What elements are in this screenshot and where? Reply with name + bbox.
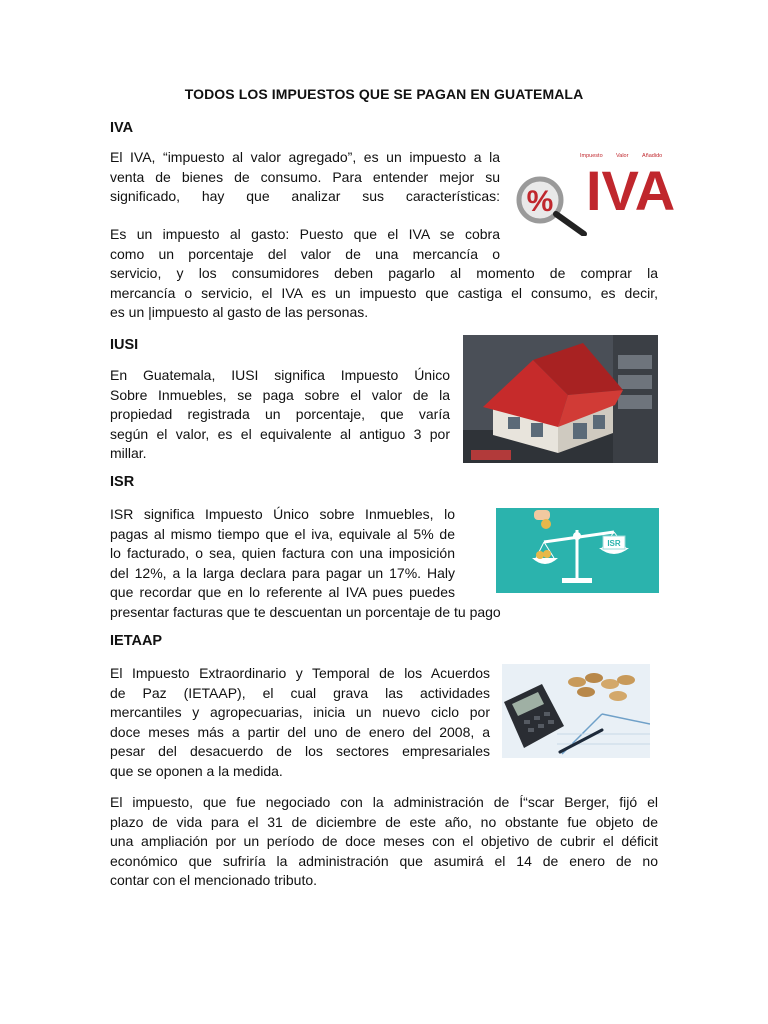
text-line: de Paz (IETAAP), el cual grava las actividades	[110, 684, 490, 701]
heading-iva: IVA	[110, 120, 134, 136]
iva-label-impuesto: Impuesto	[580, 153, 603, 159]
text-line: En Guatemala, IUSI significa Impuesto Único	[110, 367, 450, 383]
ietaap-calculator-image	[502, 664, 650, 758]
text-line: pesar del desacuerdo de los sectores empresariales	[110, 743, 490, 760]
percent-icon: %	[526, 185, 554, 218]
text-line: servicio, y los consumidores deben pagarlo al momento de comprar la	[110, 265, 658, 282]
text-line: presentar facturas que te descuentan un porcentaje de tu pago	[110, 603, 501, 620]
text-line: es un |impuesto al gasto de las personas.	[110, 304, 369, 321]
text-line: una ampliación por un período de doce meses con el objetivo de cubrir el déficit	[110, 833, 658, 850]
text-line: Es un impuesto al gasto: Puesto que el IVA se cobra	[110, 226, 500, 242]
text-line: significado, hay que analizar sus características:	[110, 188, 500, 205]
text-line: plazo de vida para el 31 de diciembre de este año, no obstante fue objeto de	[110, 813, 658, 830]
calculator-illustration	[502, 664, 650, 758]
text-line: Sobre Inmuebles, se paga sobre el valor de la	[110, 386, 450, 403]
text-line: doce meses más a partir del uno de enero del 2008, a	[110, 723, 490, 740]
isr-scale-image	[496, 508, 659, 593]
text-line: que se oponen a la medida.	[110, 762, 283, 779]
house-illustration	[463, 335, 658, 463]
text-line: según el valor, es el equivalente al antiguo 3 por	[110, 425, 450, 442]
text-line: como un porcentaje del valor de una mercancía o	[110, 245, 500, 262]
text-line: mercantiles y agropecuarias, inicia un nuevo ciclo por	[110, 704, 490, 721]
iva-paragraph-2	[110, 225, 658, 323]
heading-iusi: IUSI	[110, 337, 139, 353]
text-line: mercancía o servicio, el IVA es un impuesto que castiga el consumo, es decir,	[110, 284, 658, 301]
page-title: TODOS LOS IMPUESTOS QUE SE PAGAN EN GUATEMALA	[184, 86, 584, 102]
ietaap-paragraph-2	[110, 793, 658, 891]
ietaap-paragraph-1	[110, 664, 490, 782]
isr-paragraph	[110, 505, 501, 623]
heading-isr: ISR	[110, 474, 135, 490]
iva-image	[516, 146, 678, 236]
isr-tag-text: ISR	[607, 539, 621, 548]
iusi-paragraph	[110, 366, 450, 464]
text-line: venta de bienes de consumo. Para entender mejor su	[110, 168, 500, 185]
text-line: El Impuesto Extraordinario y Temporal de los Acuerdos	[110, 665, 490, 681]
iva-label-anadido: Añadido	[642, 153, 663, 159]
heading-ietaap: IETAAP	[110, 633, 163, 649]
text-line: millar.	[110, 445, 147, 462]
iusi-house-image	[463, 335, 658, 463]
text-line: propiedad registrada un porcentaje, que varía	[110, 406, 450, 423]
text-line: del 12%, a la larga declara para pagar un 17%. Haly	[110, 564, 455, 581]
iva-big-text: IVA	[586, 159, 676, 222]
iva-label-valor: Valor	[616, 153, 629, 159]
text-line: El impuesto, que fue negociado con la administración de Í“scar Berger, fijó el	[110, 794, 658, 810]
text-line: lo facturado, o sea, quien factura con una imposición	[110, 545, 455, 562]
text-line: económico que sufriría la administración que asumirá el 14 de enero de no	[110, 852, 658, 869]
scale-illustration	[496, 508, 659, 593]
iva-paragraph-1	[110, 148, 500, 207]
text-line: pagas al mismo tiempo que el iva, equivale al 5% de	[110, 525, 455, 542]
text-line: El IVA, “impuesto al valor agregado”, es un impuesto a la	[110, 149, 500, 165]
iva-illustration	[516, 146, 678, 236]
text-line: contar con el mencionado tributo.	[110, 872, 318, 889]
text-line: que recordar que en lo referente al IVA pues puedes	[110, 584, 455, 601]
text-line: ISR significa Impuesto Único sobre Inmuebles, lo	[110, 506, 455, 522]
